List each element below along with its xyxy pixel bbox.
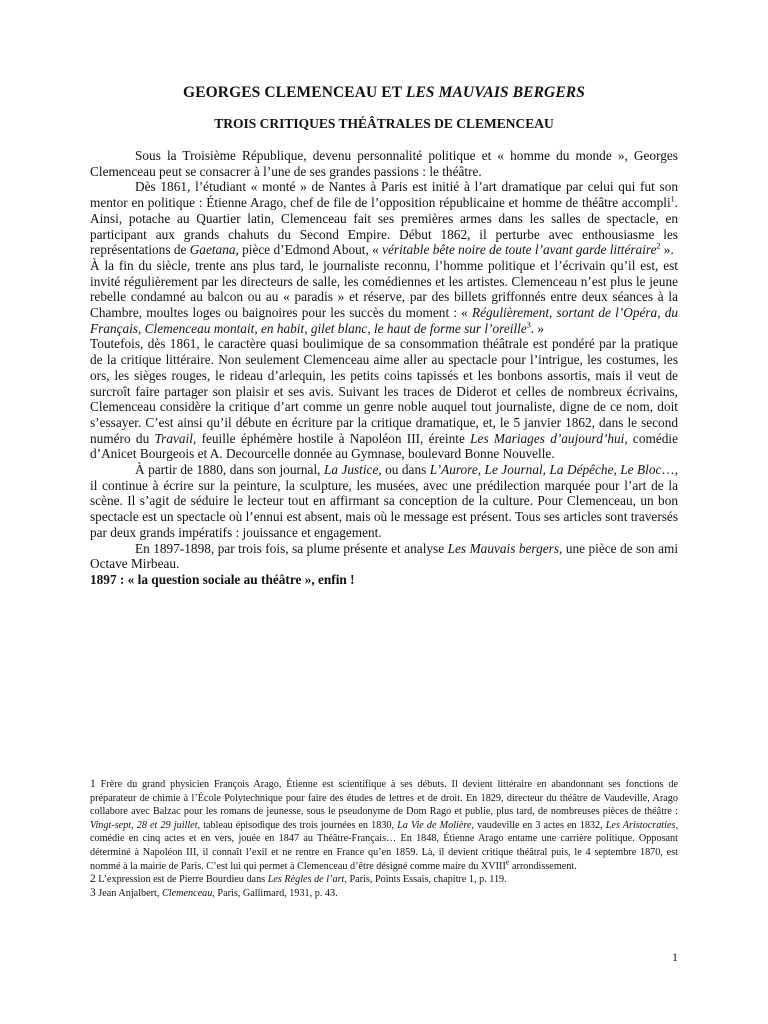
paragraph-2: Dès 1861, l’étudiant « monté » de Nantes à Paris est initié à l’art dramatique par celui qui fut son mentor en politique : Étienne Arago, chef de file de l’opposition républicaine et homme de théâtre accompli$^1$. Ainsi, potache au Quartier latin, Clemenceau fait ses premières armes dans les salles de spectacle, en participant aux grands chahuts du Second Empire. Début 1862, il perturbe avec enthousiasme les représentations de Gaetana, pièce d’Edmond About, « véritable bête noire de toute l’avant garde littéraire$^2$ ».	[90, 179, 678, 258]
body-text	[90, 148, 678, 588]
page-number: 1	[672, 950, 678, 964]
footnote-ref-3[interactable]: 3	[526, 320, 531, 330]
footnotes	[90, 778, 678, 900]
paragraph-1: Sous la Troisième République, devenu personnalité politique et « homme du monde », Georges Clemenceau peut se consacrer à l’une de ses grandes passions : le théâtre.	[90, 148, 678, 179]
paragraph-6: En 1897-1898, par trois fois, sa plume présente et analyse Les Mauvais bergers, une pièce de son ami Octave Mirbeau.	[90, 540, 679, 572]
footnote-ref-1[interactable]: 1	[670, 194, 675, 204]
document-page	[90, 84, 678, 588]
footnote-3: 3 Jean Anjalbert, Clemenceau, Paris, Gallimard, 1931, p. 43.	[90, 886, 338, 899]
paragraph-4: Toutefois, dès 1861, le caractère quasi boulimique de sa consommation théâtrale est pondéré par la pratique de la critique littéraire. Non seulement Clemenceau aime aller au spectacle pour l’intrigue, les costumes, les ors, les sièges rouges, le rideau d’arlequin, les petits coins tapissés et les bonbons assortis, mais il veut de surcroît faire partager son plaisir et ses avis. Suivant les traces de Diderot et celles de nombreux écrivains, Clemenceau considère la critique d’art comme un genre noble auquel tout journaliste, digne de ce nom, doit s’essayer. C’est ainsi qu’il débute en écriture par la critique dramatique, et, le 5 janvier 1862, dans le second numéro du Travail, feuille éphémère hostile à Napoléon III, éreinte Les Mariages d’aujourd’hui, comédie d’Anicet Bourgeois et A. Decourcelle donnée au Gymnase, boulevard Bonne Nouvelle.	[90, 336, 678, 462]
footnote-1: 1 Frère du grand physicien François Arago, Étienne est scientifique à ses débuts. Il devient littéraire en abandonnant ses fonctions de préparateur de chimie à l’École Polytechnique pour faire des études de lettres et de droit. En 1829, directeur du théâtre de Vaudeville, Arago collabore avec Balzac pour les romans de jeunesse, sous le pseudonyme de Dom Rago et publie, plus tard, de nombreuses pièces de théâtre : Vingt-sept, 28 et 29 juillet, tableau épisodique des trois journées en 1830, La Vie de Molière, vaudeville en 3 actes en 1832, Les Aristocraties, comédie en cinq actes et en vers, jouée en 1847 au Théâtre-Français… En 1848, Étienne Arago entame une carrière politique. Opposant déterminé à Napoléon III, il connaît l’exil et ne rentre en France qu’en 1859. Là, il devient critique théâtral puis, le 4 septembre 1870, est nommé à la mairie de Paris. C’est lui qui permet à Clemenceau d’être désigné comme maire du XVIIIe arrondissement.	[90, 778, 678, 872]
paragraph-3: À la fin du siècle, trente ans plus tard, le journaliste reconnu, l’homme politique et l’écrivain qu’il est, est invité régulièrement par les directeurs de salle, les comédiennes et les artistes. Clemenceau n’est plus le jeune rebelle condamné au balcon ou au « paradis » et réserve, par des billets griffonnés entre deux séances à la Chambre, moultes loges ou baignoires pour les succès du moment : « Régulièrement, sortant de l’Opéra, du Français, Clemenceau montait, en habit, gilet blanc, le haut de forme sur l’oreille$^3$. »	[90, 257, 678, 336]
page-subtitle: TROIS CRITIQUES THÉÂTRALES DE CLEMENCEAU	[214, 116, 554, 131]
title-text: GEORGES CLEMENCEAU ET	[183, 84, 406, 101]
footnote-ref-2[interactable]: 2	[656, 241, 661, 251]
paragraph-5: À partir de 1880, dans son journal, La Justice, ou dans L’Aurore, Le Journal, La Dépêche, Le Bloc…, il continue à écrire sur la peinture, la sculpture, les musées, avec une prédilection marquée pour l’art de la scène. Il s’agit de séduire le lecteur tout en affirmant sa conception de la culture. Pour Clemenceau, un bon spectacle est un spectacle où l’ennui est absent, mais où le message est présent. Tous ses articles sont traversés par deux grands impératifs : jouissance et engagement.	[90, 462, 679, 540]
section-heading: 1897 : « la question sociale au théâtre », enfin !	[90, 571, 355, 587]
page-title	[90, 84, 678, 102]
footnote-2: 2 L’expression est de Pierre Bourdieu dans Les Règles de l’art, Paris, Points Essais, chapitre 1, p. 119.	[90, 873, 507, 886]
title-italic: LES MAUVAIS BERGERS	[405, 84, 585, 101]
